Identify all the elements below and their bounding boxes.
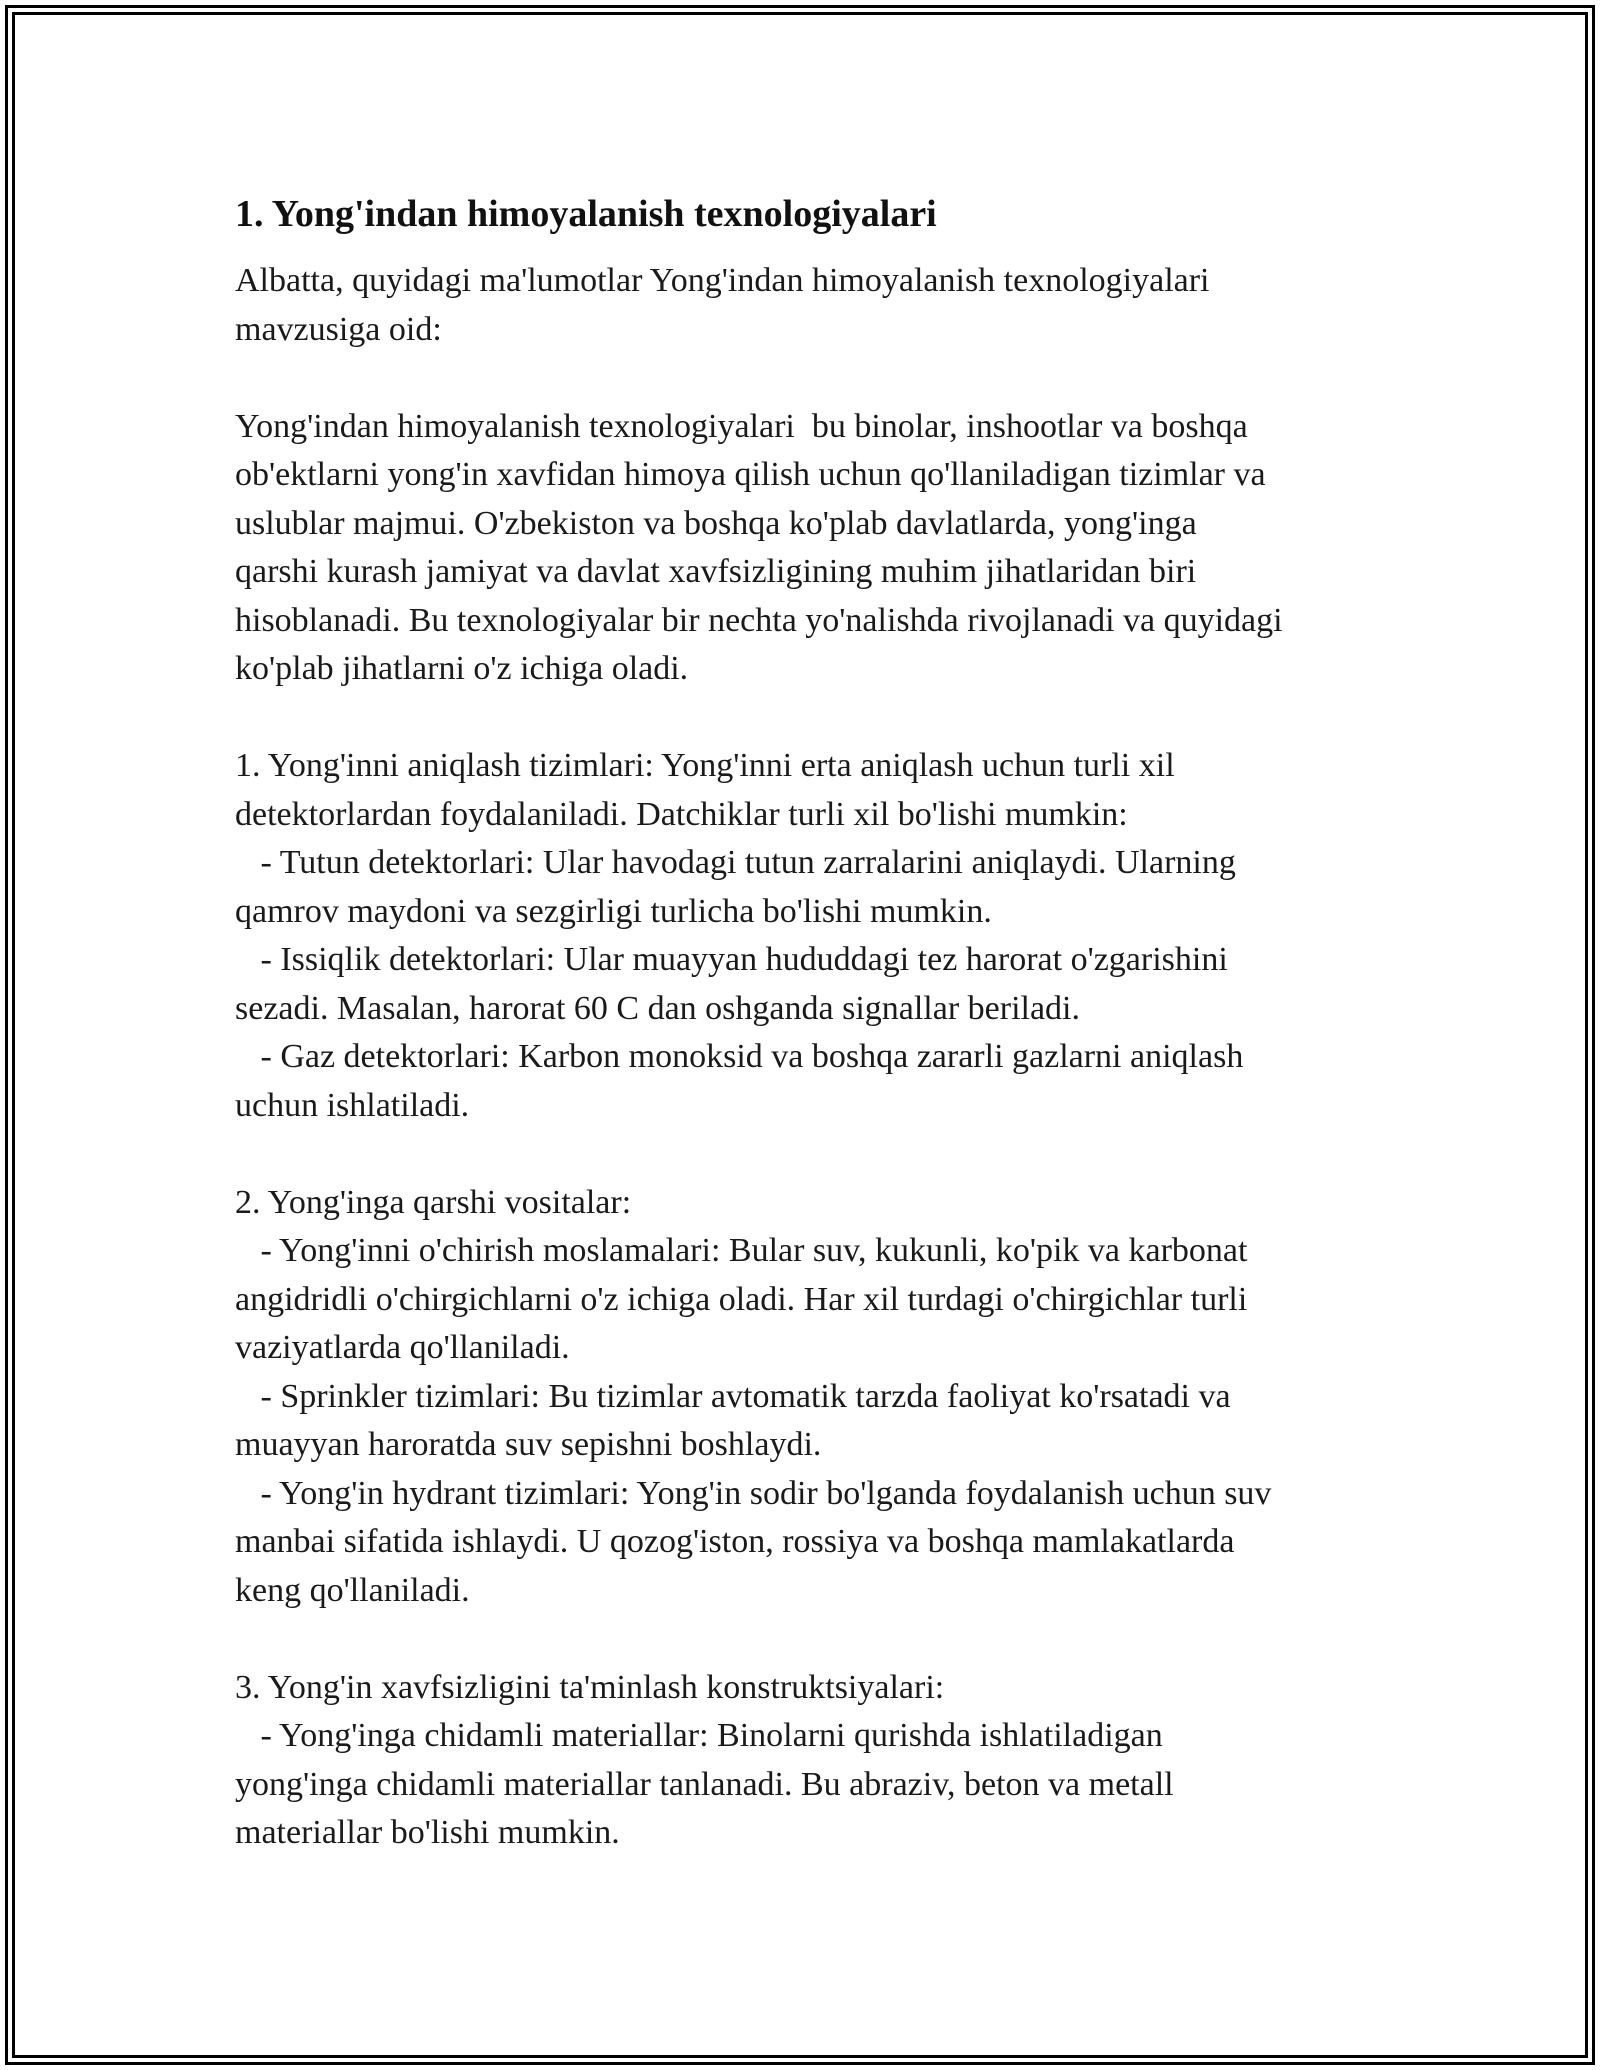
- text-line: keng qo'llaniladi.: [235, 1571, 470, 1609]
- text-line: ko'plab jihatlarni o'z ichiga oladi.: [235, 650, 689, 687]
- text-line: vaziyatlarda qo'llaniladi.: [235, 1329, 570, 1366]
- text-line: detektorlardan foydalaniladi. Datchiklar turli xil bo'lishi mumkin:: [235, 795, 1128, 833]
- text-line: Yong'indan himoyalanish texnologiyalari bu binolar, inshootlar va boshqa: [235, 407, 1248, 445]
- text-line: qamrov maydoni va sezgirligi turlicha bo'lishi mumkin.: [235, 892, 992, 930]
- blank-line: [235, 1130, 1370, 1179]
- text-line: uslublar majmui. O'zbekiston va boshqa ko'plab davlatlarda, yong'inga: [235, 504, 1197, 542]
- text-line: - Yong'in hydrant tizimlari: Yong'in sodir bo'lganda foydalanish uchun suv: [235, 1474, 1272, 1512]
- text-line: mavzusiga oid:: [235, 310, 442, 348]
- text-line: muayyan haroratda suv sepishni boshlaydi.: [235, 1426, 822, 1463]
- text-line: - Tutun detektorlari: Ular havodagi tutun zarralarini aniqlaydi. Ularning: [235, 844, 1236, 881]
- text-line: materiallar bo'lishi mumkin.: [235, 1814, 620, 1851]
- text-line: ob'ektlarni yong'in xavfidan himoya qilish uchun qo'llaniladigan tizimlar va: [235, 456, 1266, 493]
- document-title: 1. Yong'indan himoyalanish texnologiyalari: [235, 193, 937, 235]
- blank-line: [235, 354, 1370, 403]
- text-line: 1. Yong'inni aniqlash tizimlari: Yong'inni erta aniqlash uchun turli xil: [235, 747, 1175, 784]
- text-line: - Sprinkler tizimlari: Bu tizimlar avtomatik tarzda faoliyat ko'rsatadi va: [235, 1377, 1231, 1415]
- text-line: manbai sifatida ishlaydi. U qozog'iston, rossiya va boshqa mamlakatlarda: [235, 1523, 1235, 1560]
- text-line: angidridli o'chirgichlarni o'z ichiga oladi. Har xil turdagi o'chirgichlar turli: [235, 1280, 1248, 1318]
- text-line: - Yong'inga chidamli materiallar: Binolarni qurishda ishlatiladigan: [235, 1717, 1163, 1754]
- text-line: - Issiqlik detektorlari: Ular muayyan hududdagi tez harorat o'zgarishini: [235, 941, 1228, 978]
- text-line: qarshi kurash jamiyat va davlat xavfsizligining muhim jihatlaridan biri: [235, 553, 1197, 590]
- text-line: uchun ishlatiladi.: [235, 1086, 470, 1124]
- text-line: 3. Yong'in xavfsizligini ta'minlash konstruktsiyalari:: [235, 1668, 945, 1706]
- text-line: yong'inga chidamli materiallar tanlanadi. Bu abraziv, beton va metall: [235, 1765, 1174, 1803]
- text-line: hisoblanadi. Bu texnologiyalar bir nechta yo'nalishda rivojlanadi va quyidagi: [235, 601, 1283, 639]
- text-line: Albatta, quyidagi ma'lumotlar Yong'indan himoyalanish texnologiyalari: [235, 262, 1210, 299]
- text-line: - Yong'inni o'chirish moslamalari: Bular suv, kukunli, ko'pik va karbonat: [235, 1232, 1248, 1269]
- blank-line: [235, 1615, 1370, 1664]
- text-line: 2. Yong'inga qarshi vositalar:: [235, 1183, 632, 1221]
- text-line: - Gaz detektorlari: Karbon monoksid va boshqa zararli gazlarni aniqlash: [235, 1038, 1244, 1075]
- text-line: sezadi. Masalan, harorat 60 C dan oshganda signallar beriladi.: [235, 989, 1081, 1027]
- document-body: [235, 185, 1370, 1858]
- blank-line: [235, 694, 1370, 743]
